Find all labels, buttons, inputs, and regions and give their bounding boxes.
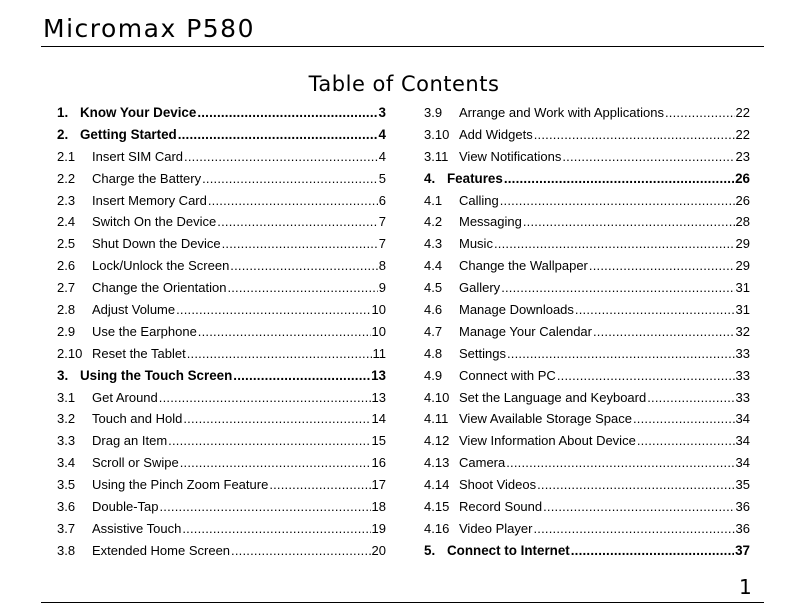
toc-dot-leader <box>589 255 735 277</box>
toc-entry-number: 3.11 <box>424 148 449 164</box>
toc-entry[interactable] <box>424 146 750 168</box>
toc-entry-label: Get Around <box>92 389 158 405</box>
toc-entry[interactable] <box>424 540 750 562</box>
toc-entry[interactable] <box>424 299 750 321</box>
toc-entry-label: Getting Started <box>80 126 177 142</box>
toc-entry[interactable] <box>57 211 386 233</box>
toc-entry-number: 4.10 <box>424 389 450 405</box>
toc-dot-leader <box>202 168 378 190</box>
toc-dot-leader <box>500 190 735 212</box>
toc-entry[interactable] <box>424 496 750 518</box>
toc-entry-label: Switch On the Device <box>92 214 217 230</box>
toc-entry-label: Insert SIM Card <box>92 148 184 164</box>
toc-entry[interactable] <box>424 168 750 190</box>
toc-entry-number: 3.9 <box>424 105 443 120</box>
toc-entry-label: Change the Wallpaper <box>459 258 588 274</box>
toc-entry[interactable] <box>57 387 386 409</box>
toc-entry-label: View Information About Device <box>459 433 636 449</box>
toc-entry-number: 3.3 <box>57 433 76 449</box>
toc-dot-leader <box>230 255 377 277</box>
toc-entry-label: Charge the Battery <box>92 170 202 186</box>
toc-dot-leader <box>665 102 735 124</box>
toc-entry-number: 3.6 <box>57 499 76 515</box>
header-rule <box>41 46 764 47</box>
toc-entry-number: 3.10 <box>424 126 450 142</box>
toc-entry[interactable] <box>424 343 750 365</box>
toc-dot-leader <box>182 518 370 540</box>
toc-dot-leader <box>504 168 734 190</box>
toc-entry-page: 15 <box>371 433 386 449</box>
toc-entry-page: 26 <box>735 192 750 208</box>
toc-entry-number: 2.2 <box>57 170 76 186</box>
toc-dot-leader <box>176 299 370 321</box>
toc-entry[interactable] <box>57 255 386 277</box>
toc-dot-leader <box>571 540 734 562</box>
toc-entry[interactable] <box>57 102 386 124</box>
toc-entry-number: 4.1 <box>424 192 443 208</box>
toc-dot-leader <box>507 343 735 365</box>
toc-entry-page: 23 <box>735 148 750 164</box>
toc-entry[interactable] <box>424 190 750 212</box>
toc-dot-leader <box>537 474 734 496</box>
toc-entry[interactable] <box>57 452 386 474</box>
toc-entry[interactable] <box>424 452 750 474</box>
toc-entry-label: Extended Home Screen <box>92 542 231 558</box>
toc-dot-leader <box>233 365 370 387</box>
toc-entry[interactable] <box>57 496 386 518</box>
toc-entry[interactable] <box>424 408 750 430</box>
toc-entry-label: Add Widgets <box>459 126 533 142</box>
toc-dot-leader <box>501 277 734 299</box>
toc-entry-label: Lock/Unlock the Screen <box>92 258 230 274</box>
toc-entry[interactable] <box>424 255 750 277</box>
toc-entry-number: 4.7 <box>424 323 443 339</box>
toc-entry-number: 4.9 <box>424 367 443 383</box>
toc-entry-label: Change the Orientation <box>92 280 227 296</box>
toc-entry-label: Using the Touch Screen <box>80 367 233 383</box>
toc-entry-page: 33 <box>735 367 750 383</box>
toc-entry[interactable] <box>57 518 386 540</box>
toc-entry-number: 4.4 <box>424 258 443 274</box>
toc-entry-label: Shut Down the Device <box>92 236 221 252</box>
toc-entry-label: Video Player <box>459 520 533 536</box>
toc-entry-page: 29 <box>735 236 750 252</box>
toc-entry-page: 10 <box>371 323 386 339</box>
toc-dot-leader <box>178 124 378 146</box>
toc-dot-leader <box>222 233 378 255</box>
toc-entry-label: Touch and Hold <box>92 411 183 427</box>
toc-entry-number: 4.13 <box>424 455 450 471</box>
toc-entry-page: 9 <box>378 280 386 296</box>
footer-rule <box>41 602 764 603</box>
toc-dot-leader <box>227 277 377 299</box>
toc-dot-leader <box>183 408 370 430</box>
toc-entry-page: 11 <box>372 345 386 361</box>
toc-entry-label: Connect with PC <box>459 367 556 383</box>
toc-entry[interactable] <box>57 474 386 496</box>
toc-entry-number: 4.6 <box>424 302 443 318</box>
toc-entry-page: 7 <box>378 214 386 230</box>
toc-entry-page: 13 <box>371 367 386 383</box>
toc-entry-page: 33 <box>735 345 750 361</box>
toc-entry[interactable] <box>57 430 386 452</box>
toc-dot-leader <box>494 233 735 255</box>
toc-entry-label: Set the Language and Keyboard <box>459 389 647 405</box>
toc-entry-number: 2.1 <box>57 148 76 164</box>
toc-dot-leader <box>533 518 734 540</box>
toc-entry[interactable] <box>424 233 750 255</box>
toc-entry[interactable] <box>57 540 386 562</box>
toc-entry-page: 32 <box>735 323 750 339</box>
toc-entry-label: Calling <box>459 192 499 208</box>
toc-entry-page: 5 <box>378 170 386 186</box>
toc-entry-number: 4.14 <box>424 477 450 493</box>
toc-entry-label: Adjust Volume <box>92 302 176 318</box>
toc-entry-label: Music <box>459 236 493 252</box>
toc-dot-leader <box>575 299 735 321</box>
toc-entry-page: 4 <box>378 126 386 142</box>
toc-entry-number: 2.5 <box>57 236 76 252</box>
toc-dot-leader <box>557 365 735 387</box>
toc-entry-page: 35 <box>735 477 750 493</box>
toc-dot-leader <box>168 430 370 452</box>
toc-entry-label: Assistive Touch <box>92 520 182 536</box>
toc-dot-leader <box>647 387 734 409</box>
toc-dot-leader <box>534 124 735 146</box>
toc-entry[interactable] <box>424 321 750 343</box>
toc-entry-number: 4.3 <box>424 236 443 252</box>
toc-entry[interactable] <box>424 387 750 409</box>
toc-entry-label: Connect to Internet <box>447 542 570 558</box>
toc-entry-label: Using the Pinch Zoom Feature <box>92 477 269 493</box>
toc-dot-leader <box>231 540 371 562</box>
toc-entry[interactable] <box>57 233 386 255</box>
toc-entry-page: 37 <box>735 542 750 558</box>
toc-entry[interactable] <box>57 408 386 430</box>
toc-entry-label: Insert Memory Card <box>92 192 207 208</box>
toc-entry-label: Arrange and Work with Applications <box>459 105 664 120</box>
toc-entry-page: 34 <box>735 411 750 427</box>
toc-entry-page: 28 <box>735 214 750 230</box>
page-number: 1 <box>739 575 752 599</box>
toc-entry-number: 2.8 <box>57 302 76 318</box>
toc-entry-label: View Available Storage Space <box>459 411 632 427</box>
toc-entry-label: Use the Earphone <box>92 323 197 339</box>
toc-entry-label: Settings <box>459 345 506 361</box>
toc-entry-page: 34 <box>735 433 750 449</box>
toc-entry[interactable] <box>424 365 750 387</box>
toc-entry-number: 3.4 <box>57 455 76 471</box>
toc-dot-leader <box>593 321 735 343</box>
toc-entry-number: 4.11 <box>424 411 449 427</box>
toc-dot-leader <box>217 211 377 233</box>
toc-entry-number: 2.6 <box>57 258 76 274</box>
toc-dot-leader <box>633 408 735 430</box>
toc-entry[interactable] <box>57 343 386 365</box>
toc-entry-number: 5. <box>424 542 436 558</box>
toc-entry-number: 4.12 <box>424 433 450 449</box>
toc-entry[interactable] <box>57 321 386 343</box>
toc-entry-page: 33 <box>735 389 750 405</box>
toc-entry-number: 4.16 <box>424 520 450 536</box>
toc-entry-number: 3. <box>57 367 69 383</box>
toc-dot-leader <box>180 452 371 474</box>
toc-entry-number: 1. <box>57 105 69 120</box>
toc-entry-page: 14 <box>371 411 386 427</box>
toc-entry-page: 34 <box>735 455 750 471</box>
toc-entry-page: 19 <box>371 520 386 536</box>
document-header-title: Micromax P580 <box>43 14 255 43</box>
toc-dot-leader <box>637 430 735 452</box>
toc-entry-label: Manage Downloads <box>459 302 574 318</box>
toc-entry-label: View Notifications <box>459 148 562 164</box>
toc-entry-page: 16 <box>371 455 386 471</box>
toc-entry-page: 4 <box>378 148 386 164</box>
toc-entry-number: 4.2 <box>424 214 443 230</box>
toc-entry-page: 20 <box>371 542 386 558</box>
toc-dot-leader <box>160 496 371 518</box>
toc-entry-page: 6 <box>378 192 386 208</box>
toc-entry-number: 3.1 <box>57 389 76 405</box>
toc-dot-leader <box>562 146 734 168</box>
toc-entry[interactable] <box>57 168 386 190</box>
toc-entry-label: Scroll or Swipe <box>92 455 179 471</box>
toc-entry-page: 13 <box>371 389 386 405</box>
toc-entry-label: Manage Your Calendar <box>459 323 592 339</box>
toc-left-column <box>57 102 386 562</box>
toc-entry-label: Drag an Item <box>92 433 168 449</box>
toc-entry-page: 26 <box>735 170 750 186</box>
toc-entry-page: 31 <box>735 280 750 296</box>
toc-entry-label: Camera <box>459 455 506 471</box>
toc-entry-number: 3.8 <box>57 542 76 558</box>
toc-entry[interactable] <box>424 277 750 299</box>
toc-entry-number: 3.5 <box>57 477 76 493</box>
toc-right-column <box>424 102 750 562</box>
toc-entry-page: 7 <box>378 236 386 252</box>
toc-entry-number: 4.5 <box>424 280 443 296</box>
toc-entry-label: Record Sound <box>459 499 543 515</box>
toc-entry[interactable] <box>424 430 750 452</box>
toc-entry-page: 36 <box>735 520 750 536</box>
toc-entry-label: Shoot Videos <box>459 477 537 493</box>
toc-entry-page: 29 <box>735 258 750 274</box>
toc-entry[interactable] <box>424 474 750 496</box>
toc-entry[interactable] <box>57 277 386 299</box>
toc-entry-page: 10 <box>371 302 386 318</box>
toc-entry-label: Gallery <box>459 280 501 296</box>
toc-dot-leader <box>543 496 734 518</box>
toc-dot-leader <box>197 102 377 124</box>
toc-entry-page: 18 <box>371 499 386 515</box>
toc-entry-number: 2.9 <box>57 323 76 339</box>
toc-dot-leader <box>269 474 370 496</box>
toc-dot-leader <box>159 387 371 409</box>
toc-entry-label: Reset the Tablet <box>92 345 186 361</box>
toc-entry-page: 31 <box>735 302 750 318</box>
toc-entry-number: 2.10 <box>57 345 83 361</box>
toc-entry-number: 2.3 <box>57 192 76 208</box>
toc-entry[interactable] <box>424 211 750 233</box>
toc-entry-page: 3 <box>378 105 386 120</box>
toc-entry-label: Know Your Device <box>80 105 197 120</box>
toc-entry[interactable] <box>57 299 386 321</box>
toc-entry-number: 2.4 <box>57 214 76 230</box>
toc-entry-number: 4. <box>424 170 436 186</box>
toc-entry-label: Double-Tap <box>92 499 159 515</box>
toc-entry[interactable] <box>424 102 750 124</box>
toc-dot-leader <box>184 146 378 168</box>
toc-entry-number: 2. <box>57 126 69 142</box>
toc-entry[interactable] <box>424 124 750 146</box>
toc-entry[interactable] <box>424 518 750 540</box>
toc-dot-leader <box>506 452 734 474</box>
toc-entry-label: Features <box>447 170 503 186</box>
toc-entry[interactable] <box>57 146 386 168</box>
toc-entry-page: 36 <box>735 499 750 515</box>
toc-entry-number: 3.7 <box>57 520 76 536</box>
toc-entry-label: Messaging <box>459 214 522 230</box>
toc-entry-number: 3.2 <box>57 411 76 427</box>
toc-title: Table of Contents <box>308 72 500 96</box>
toc-dot-leader <box>187 343 372 365</box>
toc-entry-number: 4.15 <box>424 499 450 515</box>
toc-dot-leader <box>198 321 371 343</box>
toc-entry[interactable] <box>57 365 386 387</box>
toc-entry-number: 2.7 <box>57 280 76 296</box>
toc-dot-leader <box>208 190 378 212</box>
toc-entry-page: 22 <box>735 105 750 120</box>
toc-entry-page: 22 <box>735 126 750 142</box>
toc-entry-page: 8 <box>378 258 386 274</box>
toc-entry-number: 4.8 <box>424 345 443 361</box>
toc-entry[interactable] <box>57 124 386 146</box>
toc-dot-leader <box>523 211 735 233</box>
toc-entry-page: 17 <box>371 477 386 493</box>
toc-entry[interactable] <box>57 190 386 212</box>
